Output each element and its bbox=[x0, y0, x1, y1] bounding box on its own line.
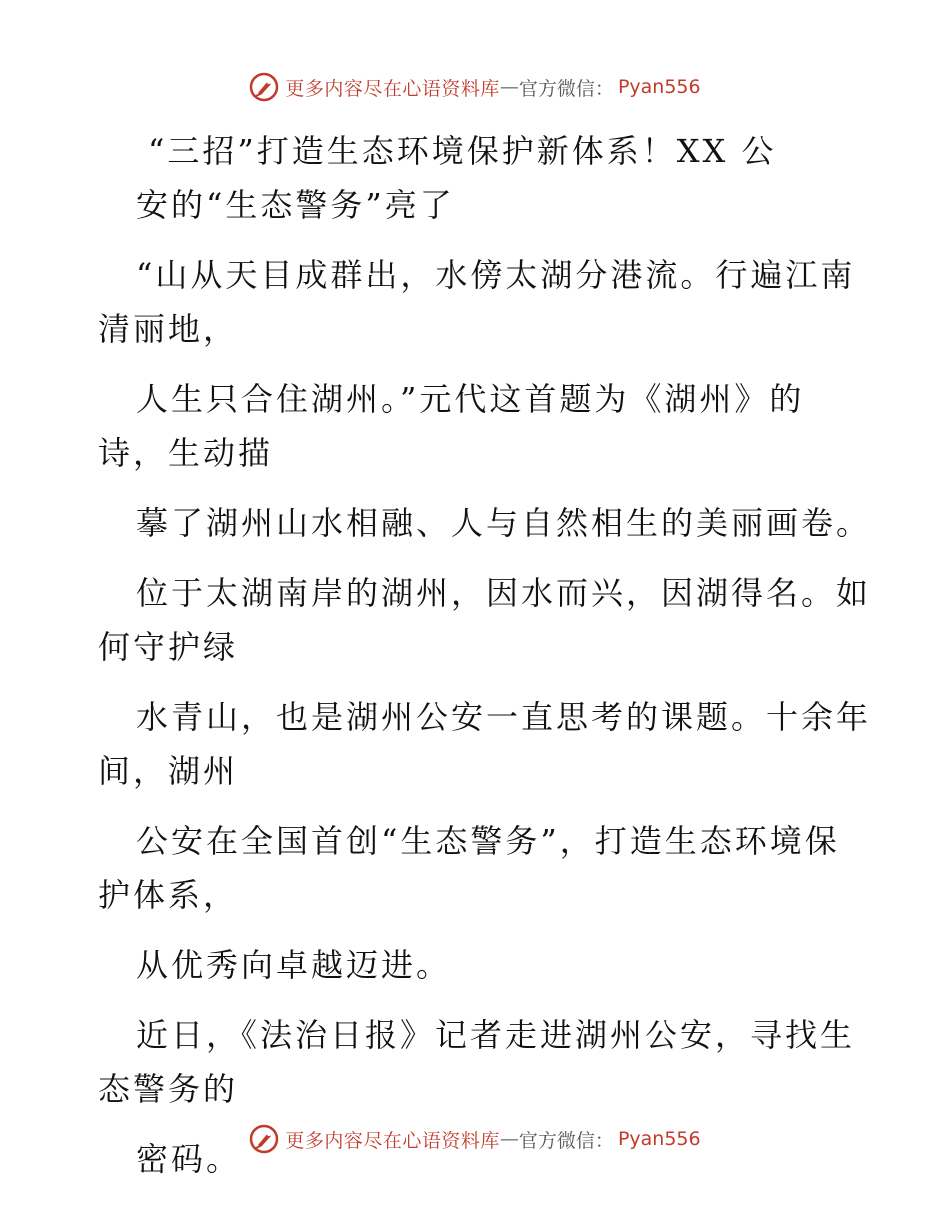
body-line: 公安在全国首创“生态警务”，打造生态环境保 bbox=[136, 822, 840, 860]
banner-dash: — bbox=[499, 76, 519, 98]
banner-wechat-id: Pyan556 bbox=[617, 76, 701, 98]
body-line: 何守护绿 bbox=[98, 628, 239, 666]
pen-nib-logo-icon bbox=[249, 1124, 279, 1154]
body-line: 诗，生动描 bbox=[98, 434, 274, 472]
body-line: 态警务的 bbox=[98, 1070, 239, 1108]
body-line: 从优秀向卓越迈进。 bbox=[136, 946, 452, 984]
banner-dash: — bbox=[499, 1128, 519, 1150]
pen-nib-logo-icon bbox=[249, 72, 279, 102]
body-line: 摹了湖州山水相融、人与自然相生的美丽画卷。 bbox=[136, 504, 872, 542]
document-body bbox=[98, 122, 872, 1184]
banner-wechat-id: Pyan556 bbox=[617, 1128, 701, 1150]
banner-sub-text: 官方微信： bbox=[518, 1129, 614, 1152]
body-line: 人生只合住湖州。”元代这首题为《湖州》的 bbox=[136, 380, 805, 418]
banner-sub-text: 官方微信： bbox=[518, 77, 614, 100]
footer-watermark-banner bbox=[0, 1124, 950, 1154]
body-line: “山从天目成群出，水傍太湖分港流。行遍江南 bbox=[136, 256, 856, 294]
header-watermark-banner bbox=[0, 72, 950, 102]
body-line: 水青山，也是湖州公安一直思考的课题。十余年 bbox=[136, 698, 872, 736]
body-line: 近日，《法治日报》记者走进湖州公安，寻找生 bbox=[136, 1016, 856, 1054]
body-line: 密码。 bbox=[136, 1140, 242, 1178]
body-line: 护体系， bbox=[98, 876, 239, 914]
title-line-2: 安的“生态警务”亮了 bbox=[136, 186, 455, 224]
body-line: 位于太湖南岸的湖州，因水而兴，因湖得名。如 bbox=[136, 574, 872, 612]
body-line: 清丽地， bbox=[98, 310, 239, 348]
banner-main-text: 更多内容尽在心语资料库 bbox=[285, 1129, 500, 1152]
banner-main-text: 更多内容尽在心语资料库 bbox=[285, 77, 500, 100]
title-line-1: “三招”打造生态环境保护新体系！XX 公 bbox=[148, 132, 777, 170]
body-line: 间，湖州 bbox=[98, 752, 239, 790]
